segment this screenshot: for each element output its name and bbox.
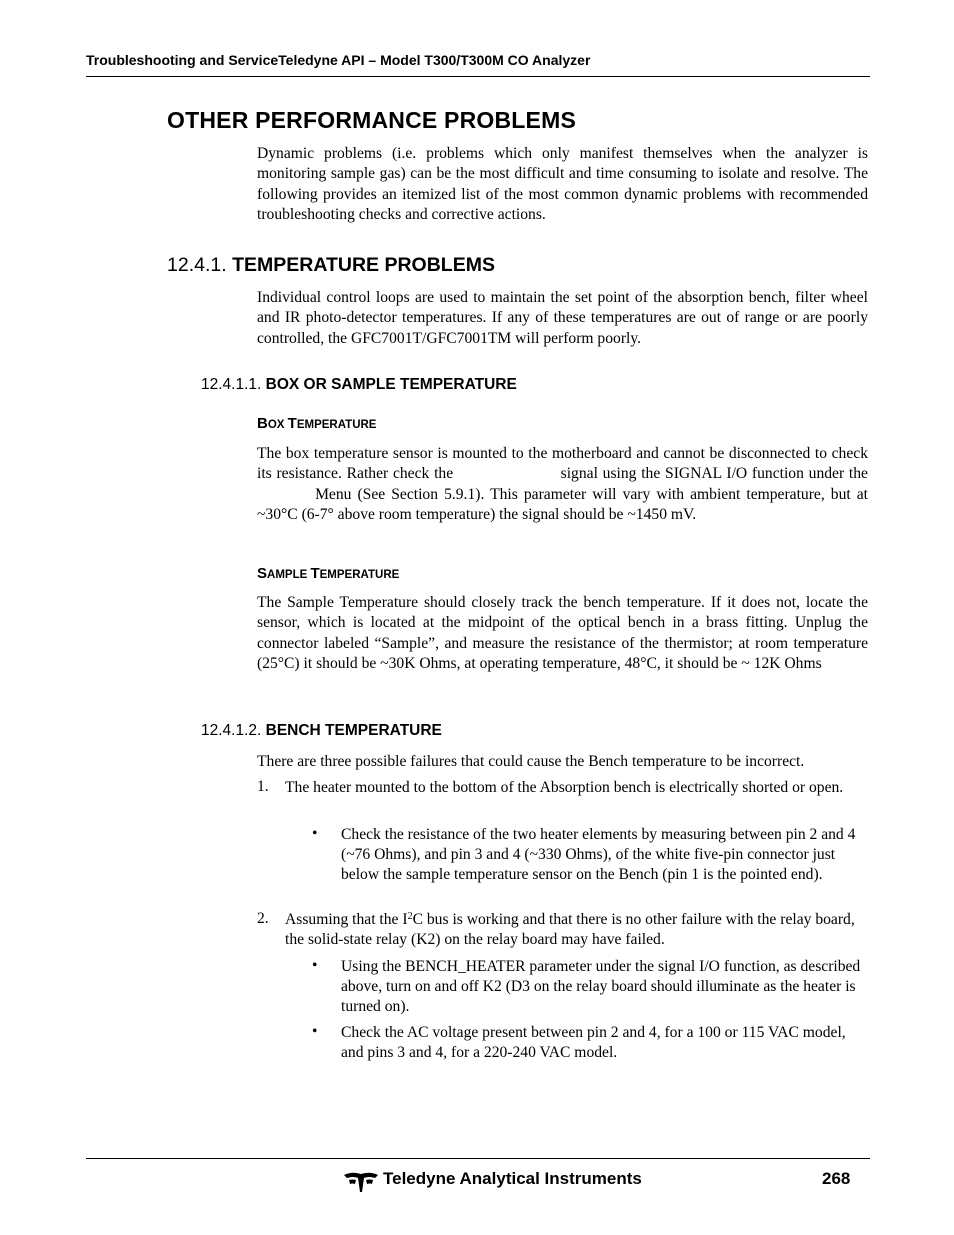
- list-item-2-bullet-2: Check the AC voltage present between pin 2 and 4, for a 100 or 115 VAC model, and pins 3 and 4, for a 220-240 VAC model.: [341, 1024, 846, 1061]
- teledyne-logo-icon: [343, 1170, 379, 1194]
- box-sample-heading: [201, 376, 517, 394]
- bullet-icon: •: [312, 957, 318, 974]
- footer-company: Teledyne Analytical Instruments: [383, 1169, 642, 1188]
- list-item-2-number: 2.: [257, 910, 269, 927]
- bench-number: 12.4.1.2.: [201, 722, 262, 739]
- subsection-intro: Individual control loops are used to maintain the set point of the absorption bench, filter wheel and IR photo-detector temperatures. If any of these temperatures are out of range or are poorly controlled, the GFC7001T/GFC7001TM will perform poorly.: [257, 289, 868, 347]
- list-item-2-bullet-1: Using the BENCH_HEATER parameter under the signal I/O function, as described above, turn on and off K2 (D3 on the relay board should illuminate as the heater is turned on).: [341, 958, 861, 1015]
- bullet-icon: •: [312, 1023, 318, 1040]
- box-temperature-heading: BOX TEMPERATURE: [257, 415, 377, 432]
- running-header: Troubleshooting and ServiceTeledyne API – Model T300/T300M CO Analyzer: [86, 52, 591, 68]
- list-item-2-text: Assuming that the $I^2C$ bus is working and that there is no other failure with the relay board, the solid-state relay (K2) on the relay board may have failed.: [285, 911, 855, 948]
- box-sample-title: BOX OR SAMPLE TEMPERATURE: [265, 376, 517, 393]
- sample-temperature-heading: SAMPLE TEMPERATURE: [257, 565, 400, 582]
- bench-intro: There are three possible failures that could cause the Bench temperature to be incorrect.: [257, 753, 805, 770]
- bench-title: BENCH TEMPERATURE: [265, 722, 442, 739]
- sample-temperature-text: The Sample Temperature should closely track the bench temperature. If it does not, locate the sensor, which is located at the midpoint of the optical bench in a brass fitting. Unplug the connector labeled “Sample”, and measure the resistance of the thermistor; at room temperature (25°C) it should be ~30K Ohms, at operating temperature, 48°C, it should be ~ 12K Ohms: [257, 594, 868, 672]
- box-temperature-text: The box temperature sensor is mounted to the motherboard and cannot be disconnected to check its resistance. Rather check the signal using the SIGNAL I/O function under the Menu (See Section 5.9.1). This parameter will vary with ambient temperature, but at ~30°C (6-7° above room temperature) the signal should be ~1450 mV.: [257, 445, 869, 523]
- footer-rule: [86, 1158, 870, 1159]
- bench-heading: [201, 722, 442, 740]
- subsection-title: TEMPERATURE PROBLEMS: [232, 254, 495, 276]
- list-item-1-bullet-1: Check the resistance of the two heater elements by measuring between pin 2 and 4 (~76 Ohms), and pin 3 and 4 (~330 Ohms), of the white five-pin connector just below the sample temperature sensor on the Bench (pin 1 is the pointed end).: [341, 826, 856, 883]
- list-item-1-text: The heater mounted to the bottom of the Absorption bench is electrically shorted or open.: [285, 779, 844, 796]
- bullet-icon: •: [312, 825, 318, 842]
- subsection-heading: [167, 254, 495, 277]
- section-intro: Dynamic problems (i.e. problems which only manifest themselves when the analyzer is monitoring sample gas) can be the most difficult and time consuming to isolate and resolve. The following provides an itemized list of the most common dynamic problems with recommended troubleshooting checks and corrective actions.: [257, 145, 868, 223]
- list-item-1-number: 1.: [257, 778, 269, 795]
- header-rule: [86, 76, 870, 77]
- page-number: 268: [822, 1169, 851, 1188]
- box-sample-number: 12.4.1.1.: [201, 376, 262, 393]
- subsection-number: 12.4.1.: [167, 254, 227, 276]
- section-title: OTHER PERFORMANCE PROBLEMS: [167, 107, 576, 133]
